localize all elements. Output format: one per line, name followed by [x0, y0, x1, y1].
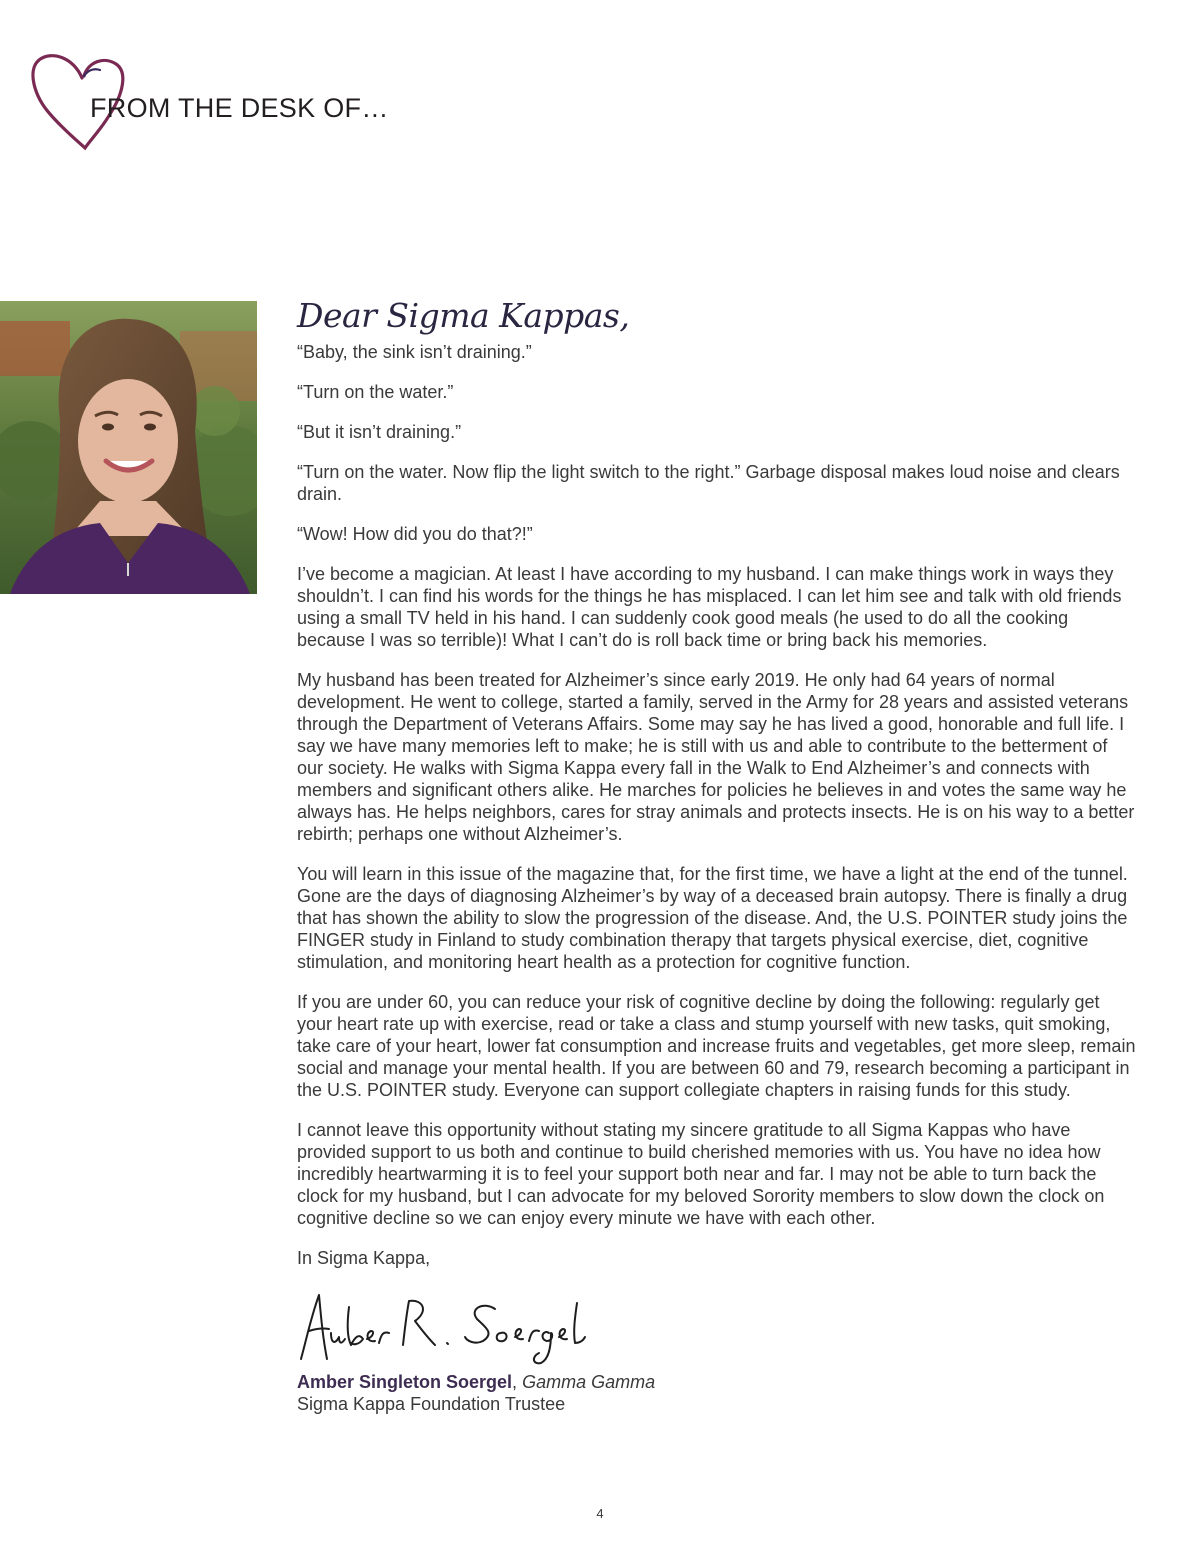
page-number: 4 — [596, 1506, 604, 1521]
letter-paragraph: I cannot leave this opportunity without stating my sincere gratitude to all Sigma Kappas who have provided support to us both and continue to build cherished memories with us. You have no idea how incredibly heartwarming it is to feel your support both near and far. I may not be able to turn back the clock for my husband, but I can advocate for my beloved Sorority members to slow down the clock on cognitive decline so we can enjoy every minute we have with each other. — [297, 1120, 1105, 1228]
letter-paragraph: If you are under 60, you can reduce your risk of cognitive decline by doing the following: regularly get your heart rate up with exercise, read or take a class and stump yourself with new tasks, quit smoking, take care of your heart, lower fat consumption and increase fruits and vegetables, get more sleep, remain social and manage your mental health. If you are between 60 and 79, research becoming a participant in the U.S. POINTER study. Everyone can support collegiate chapters in raising funds for this study. — [297, 992, 1136, 1100]
signer-name: Amber Singleton Soergel — [297, 1372, 513, 1392]
page-header — [30, 48, 450, 158]
signature-name-line — [297, 1371, 1137, 1393]
portrait-photo — [0, 301, 257, 594]
letter-paragraph: I’ve become a magician. At least I have according to my husband. I can make things work in ways they shouldn’t. I can find his words for the things he has misplaced. I can let him see and talk with old friends using a small TV held in his hand. I can suddenly cook good meals (he used to do all the cooking because I was so terrible)! What I can’t do is roll back time or bring back his memories. — [297, 564, 1122, 650]
page-title: FROM THE DESK OF… — [90, 93, 389, 123]
letter-paragraph: “But it isn’t draining.” — [297, 422, 462, 442]
signer-separator: , — [512, 1372, 523, 1392]
letter-paragraph: My husband has been treated for Alzheimer’s since early 2019. He only had 64 years of normal development. He went to college, started a family, served in the Army for 28 years and assisted veterans through the Department of Veterans Affairs. Some may say he has lived a good, honorable and full life. I say we have many memories left to make; he is still with us and able to contribute to the betterment of our society. He walks with Sigma Kappa every fall in the Walk to End Alzheimer’s and connects with members and significant others alike. He marches for policies he believes in and votes the same way he always has. He helps neighbors, cares for stray animals and protects insects. He is on his way to a better rebirth; perhaps one without Alzheimer’s. — [297, 670, 1135, 844]
letter-paragraph: You will learn in this issue of the magazine that, for the first time, we have a light at the end of the tunnel. Gone are the days of diagnosing Alzheimer’s by way of a deceased brain autopsy. There is finally a drug that has shown the ability to slow the progression of the disease. And, the U.S. POINTER study joins the FINGER study in Finland to study combination therapy that targets physical exercise, diet, cognitive stimulation, and monitoring heart health as a protection for cognitive function. — [297, 864, 1128, 972]
letter-paragraph: “Turn on the water.” — [297, 382, 454, 402]
signer-chapter: Gamma Gamma — [522, 1372, 656, 1392]
salutation: Dear Sigma Kappas, — [297, 296, 630, 335]
signer-title: Sigma Kappa Foundation Trustee — [297, 1394, 566, 1414]
letter-paragraph: “Turn on the water. Now flip the light switch to the right.” Garbage disposal makes loud noise and clears drain. — [297, 462, 1120, 504]
letter-paragraph: “Baby, the sink isn’t draining.” — [297, 342, 532, 362]
letter-body — [297, 296, 1137, 1415]
portrait-image — [0, 301, 257, 594]
handwritten-signature — [297, 1287, 597, 1369]
closing-line: In Sigma Kappa, — [297, 1248, 431, 1268]
letter-paragraph: “Wow! How did you do that?!” — [297, 524, 533, 544]
